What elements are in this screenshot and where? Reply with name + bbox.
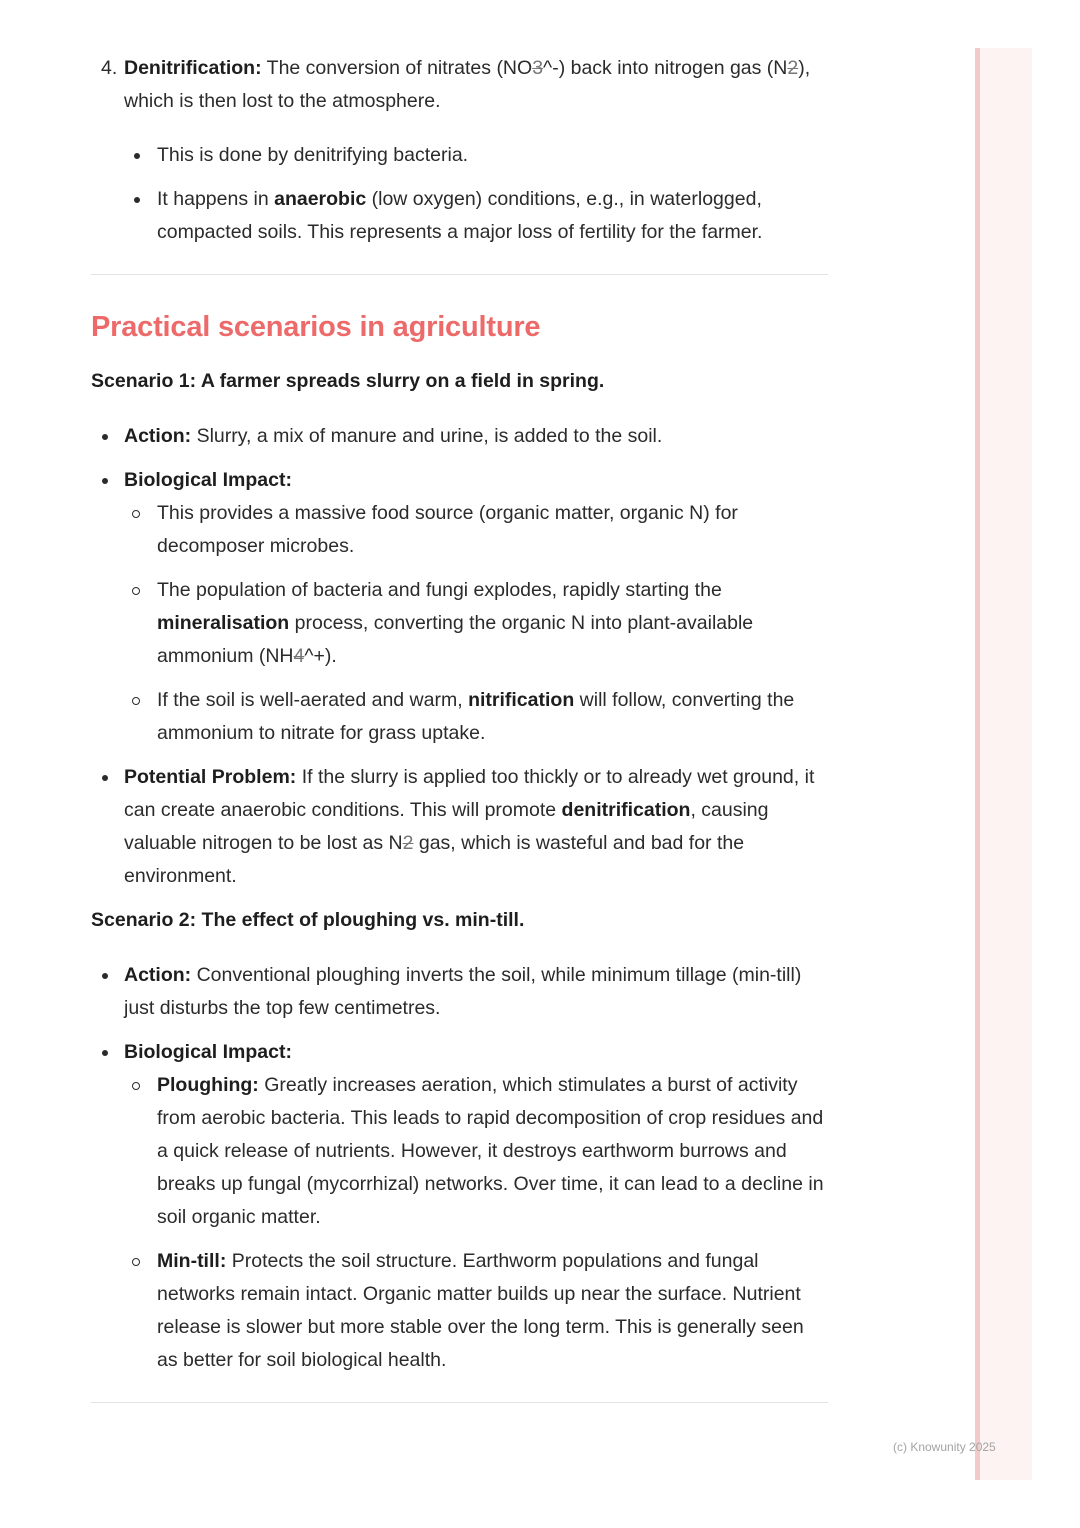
- section-divider: [91, 1402, 828, 1403]
- sub-list-item: This provides a massive food source (organic matter, organic N) for decomposer microbes.: [91, 497, 828, 563]
- text: If the slurry is applied too thickly or to already wet ground, it can create anaerobic conditions. This will promote: [124, 766, 815, 821]
- copyright-footer: (c) Knowunity 2025: [893, 1440, 996, 1454]
- subscript-3: 3: [532, 57, 544, 79]
- subscript-2: 2: [787, 57, 799, 79]
- denitrification-definition: [124, 52, 828, 118]
- scenario-1-title: Scenario 1: A farmer spreads slurry on a field in spring.: [91, 370, 605, 392]
- text: Slurry, a mix of manure and urine, is added to the soil.: [191, 425, 663, 447]
- side-margin-line: [975, 48, 980, 1480]
- section-heading: Practical scenarios in agriculture: [91, 311, 541, 343]
- subscript-4: 4: [293, 645, 305, 667]
- item-number: 4.: [101, 57, 118, 79]
- denitrification-item: [91, 52, 828, 118]
- bold-label: Potential Problem:: [124, 766, 297, 788]
- list-item: [91, 959, 828, 1025]
- text: gas, which is wasteful and bad for the environment.: [124, 832, 745, 887]
- bold-label: Action:: [124, 425, 192, 447]
- definition-text: ), which is then lost to the atmosphere.: [124, 57, 811, 112]
- text: If the soil is well-aerated and warm,: [157, 689, 469, 711]
- text: process, converting the organic N into plant-available ammonium (NH: [157, 612, 754, 667]
- text: (low oxygen) conditions, e.g., in waterlogged, compacted soils. This represents a major loss of fertility for the farmer.: [157, 188, 763, 243]
- sub-list-item: [91, 574, 828, 673]
- document-content: [91, 52, 828, 1403]
- bold-label: Action:: [124, 964, 192, 986]
- scenario-2-title: Scenario 2: The effect of ploughing vs. min-till.: [91, 909, 525, 931]
- sub-list-item: [91, 684, 828, 750]
- definition-text: ^-) back into nitrogen gas (N: [543, 57, 788, 79]
- text: will follow, converting the ammonium to nitrate for grass uptake.: [157, 689, 795, 744]
- denitrification-bullets: [91, 139, 828, 249]
- side-margin-panel: [975, 48, 1032, 1480]
- bold-label: Ploughing:: [157, 1074, 259, 1096]
- scenario-1-impact-list: [91, 497, 828, 750]
- bold-label: Biological Impact:: [124, 1041, 292, 1063]
- bold-term: denitrification: [561, 799, 691, 821]
- bold-label: Min-till:: [157, 1250, 227, 1272]
- scenario-2-impact-list: [91, 1069, 828, 1377]
- bold-term: mineralisation: [157, 612, 290, 634]
- text: Conventional ploughing inverts the soil, while minimum tillage (min-till) just disturbs the top few centimetres.: [124, 964, 802, 1019]
- list-item: [91, 420, 828, 453]
- bold-term: nitrification: [468, 689, 575, 711]
- list-item: [91, 1036, 828, 1069]
- list-item: [91, 183, 828, 249]
- scenario-1-problem-list: [91, 761, 828, 893]
- text: ^+).: [304, 645, 337, 667]
- text: , causing valuable nitrogen to be lost as N: [124, 799, 769, 854]
- definition-text: The conversion of nitrates (NO: [261, 57, 533, 79]
- sub-list-item: [91, 1069, 828, 1234]
- scenario-1-list: [91, 420, 828, 497]
- denitrification-term: Denitrification:: [124, 57, 262, 79]
- text: Protects the soil structure. Earthworm populations and fungal networks remain intact. Organic matter builds up near the surface. Nutrient release is slower but more stable over the long term. This is generally seen as better for soil biological health.: [157, 1250, 804, 1371]
- sub-list-item: [91, 1245, 828, 1377]
- list-item: [91, 761, 828, 893]
- subscript-2: 2: [402, 832, 414, 854]
- text: Greatly increases aeration, which stimulates a burst of activity from aerobic bacteria. This leads to rapid decomposition of crop residues and a quick release of nutrients. However, it destroys earthworm burrows and breaks up fungal (mycorrhizal) networks. Over time, it can lead to a decline in soil organic matter.: [157, 1074, 824, 1228]
- section-divider: [91, 274, 828, 275]
- scenario-2-list: [91, 959, 828, 1069]
- text: It happens in: [157, 188, 275, 210]
- list-item: [91, 464, 828, 497]
- bold-label: Biological Impact:: [124, 469, 292, 491]
- text: The population of bacteria and fungi explodes, rapidly starting the: [157, 579, 722, 601]
- list-item: This is done by denitrifying bacteria.: [91, 139, 828, 172]
- bold-term: anaerobic: [274, 188, 367, 210]
